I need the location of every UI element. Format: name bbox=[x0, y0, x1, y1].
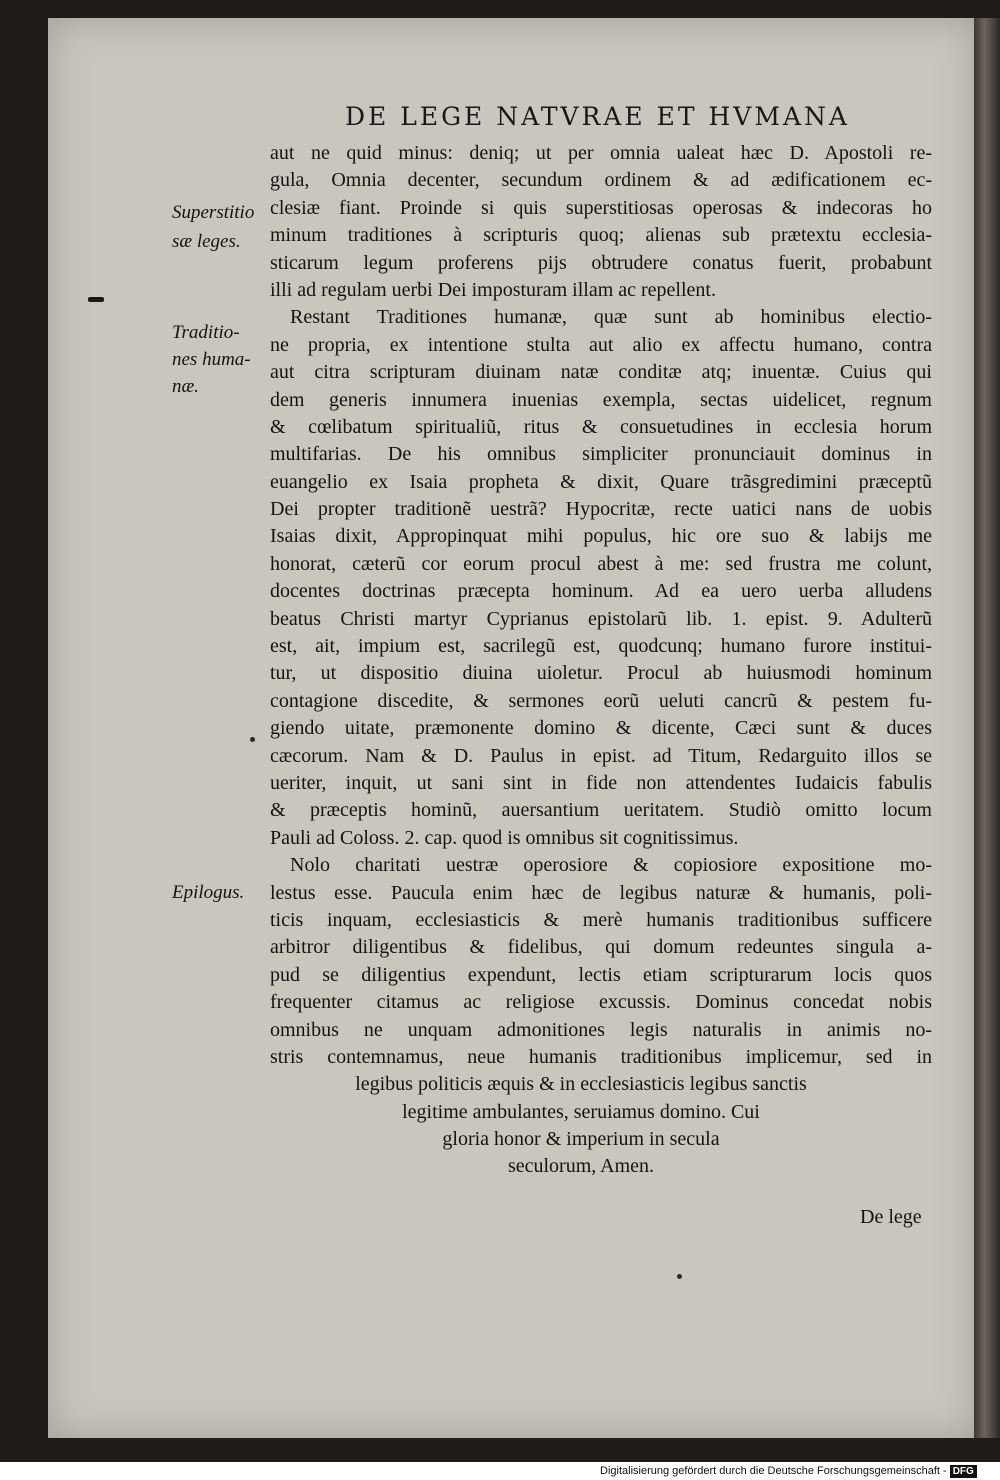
text-line: frequenter citamus ac religiose excussis. Dominus concedat nobis bbox=[270, 991, 932, 1014]
text-line: ueriter, inquit, ut sani sint in fide non attendentes Iudaicis fabulis bbox=[270, 771, 932, 794]
text-line: pud se diligentius expendunt, lectis etiam scripturarum locis quos bbox=[270, 963, 932, 986]
text-line: & præceptis hominũ, auersantium ueritatem. Studiò omitto locum bbox=[270, 799, 932, 822]
text-line: omnibus ne unquam admonitiones legis naturalis in animis no- bbox=[270, 1018, 932, 1041]
closing-line: legitime ambulantes, seruiamus domino. Cui bbox=[402, 1100, 760, 1123]
text-line: stris contemnamus, neue humanis traditionibus implicemur, sed in bbox=[270, 1045, 932, 1068]
text-line: ne propria, ex intentione stulta aut alio ex affectu humano, contra bbox=[270, 333, 932, 356]
text-line: euangelio ex Isaia propheta & dixit, Quare trãsgredimini præceptũ bbox=[270, 470, 932, 493]
text-line: docentes doctrinas præcepta hominum. Ad ea uero uerba alludens bbox=[270, 580, 932, 603]
margin-note-superstitio-2: sæ leges. bbox=[172, 231, 241, 252]
margin-note-traditiones-3: næ. bbox=[172, 376, 199, 397]
footer-text: Digitalisierung gefördert durch die Deutsche Forschungsgemeinschaft - bbox=[600, 1465, 947, 1477]
text-line: aut ne quid minus: deniq; ut per omnia ualeat hæc D. Apostoli re- bbox=[270, 142, 932, 164]
text-line: beatus Christi martyr Cyprianus epistolarũ lib. 1. epist. 9. Adulterũ bbox=[270, 607, 932, 630]
closing-line: legibus politicis æquis & in ecclesiasticis legibus sanctis bbox=[355, 1073, 807, 1096]
catchword: De lege bbox=[860, 1206, 922, 1228]
margin-note-superstitio: Superstitio bbox=[172, 202, 255, 223]
text-line: giendo uitate, præmonente domino & dicente, Cæci sunt & duces bbox=[270, 717, 932, 740]
text-line: cæcorum. Nam & D. Paulus in epist. ad Titum, Redarguito illos se bbox=[270, 744, 932, 767]
page-edge bbox=[974, 18, 1000, 1438]
text-line: clesiæ fiant. Proinde si quis superstitiosas operosas & indecoras ho bbox=[270, 196, 932, 219]
text-line: arbitror diligentibus & fidelibus, qui domum redeuntes singula a- bbox=[270, 936, 932, 959]
main-text-block bbox=[270, 140, 932, 1181]
text-line: multifarias. De his omnibus simpliciter pronunciauit dominus in bbox=[270, 443, 932, 466]
margin-note-traditiones: Traditio- bbox=[172, 322, 240, 343]
text-line: dem generis innumera inuenias exempla, sectas uidelicet, regnum bbox=[270, 388, 932, 411]
text-line: Isaias dixit, Appropinquat mihi populus, hic ore suo & labijs me bbox=[270, 525, 932, 548]
text-line: est, ait, impium est, sacrilegũ est, quodcunq; humano furore institui- bbox=[270, 635, 932, 658]
text-line: & cœlibatum spiritualiũ, ritus & consuetudines in ecclesia horum bbox=[270, 415, 932, 438]
text-line: gula, Omnia decenter, secundum ordinem & ad ædificationem ec- bbox=[270, 169, 932, 192]
text-line: Pauli ad Coloss. 2. cap. quod is omnibus sit cognitissimus. bbox=[270, 826, 739, 849]
margin-note-epilogus: Epilogus. bbox=[172, 882, 245, 903]
text-line: aut citra scripturam diuinam natæ conditæ atq; inuentæ. Cuius qui bbox=[270, 361, 932, 384]
digitization-footer bbox=[600, 1462, 1000, 1480]
text-line: Dei propter traditionẽ uestrã? Hypocritæ, recte uatici nans de uobis bbox=[270, 498, 932, 521]
text-line: Restant Traditiones humanæ, quæ sunt ab hominibus electio- bbox=[290, 306, 932, 329]
closing-line: seculorum, Amen. bbox=[507, 1155, 655, 1178]
dfg-logo: DFG bbox=[950, 1465, 977, 1478]
text-line: honorat, cæterũ cor eorum procul abest à me: sed frustra me colunt, bbox=[270, 552, 932, 575]
ink-dot bbox=[250, 737, 255, 742]
ink-dot bbox=[677, 1274, 682, 1279]
closing-triangle bbox=[270, 1071, 932, 1181]
text-line: ticis inquam, ecclesiasticis & merè humanis traditionibus sufficere bbox=[270, 908, 932, 931]
text-line: illi ad regulam uerbi Dei imposturam illam ac repellent. bbox=[270, 278, 716, 301]
text-line: Nolo charitati uestræ operosiore & copiosiore expositione mo- bbox=[290, 854, 932, 877]
margin-dash-mark bbox=[88, 297, 104, 302]
text-line: minum traditiones à scripturis quoq; alienas sub prætextu ecclesia- bbox=[270, 224, 932, 247]
closing-line: gloria honor & imperium in secula bbox=[442, 1128, 720, 1151]
running-head: DE LEGE NATVRAE ET HVMANA bbox=[345, 102, 850, 131]
text-line: tur, ut dispositio diuina uioletur. Procul ab huiusmodi hominum bbox=[270, 662, 932, 685]
margin-note-traditiones-2: nes huma- bbox=[172, 349, 251, 370]
text-line: contagione discedite, & sermones eorũ ueluti cancrũ & pestem fu- bbox=[270, 689, 932, 712]
text-line: sticarum legum proferens pijs obtrudere conatus fuerit, probabunt bbox=[270, 251, 932, 274]
text-line: lestus esse. Paucula enim hæc de legibus naturæ & humanis, poli- bbox=[270, 881, 932, 904]
